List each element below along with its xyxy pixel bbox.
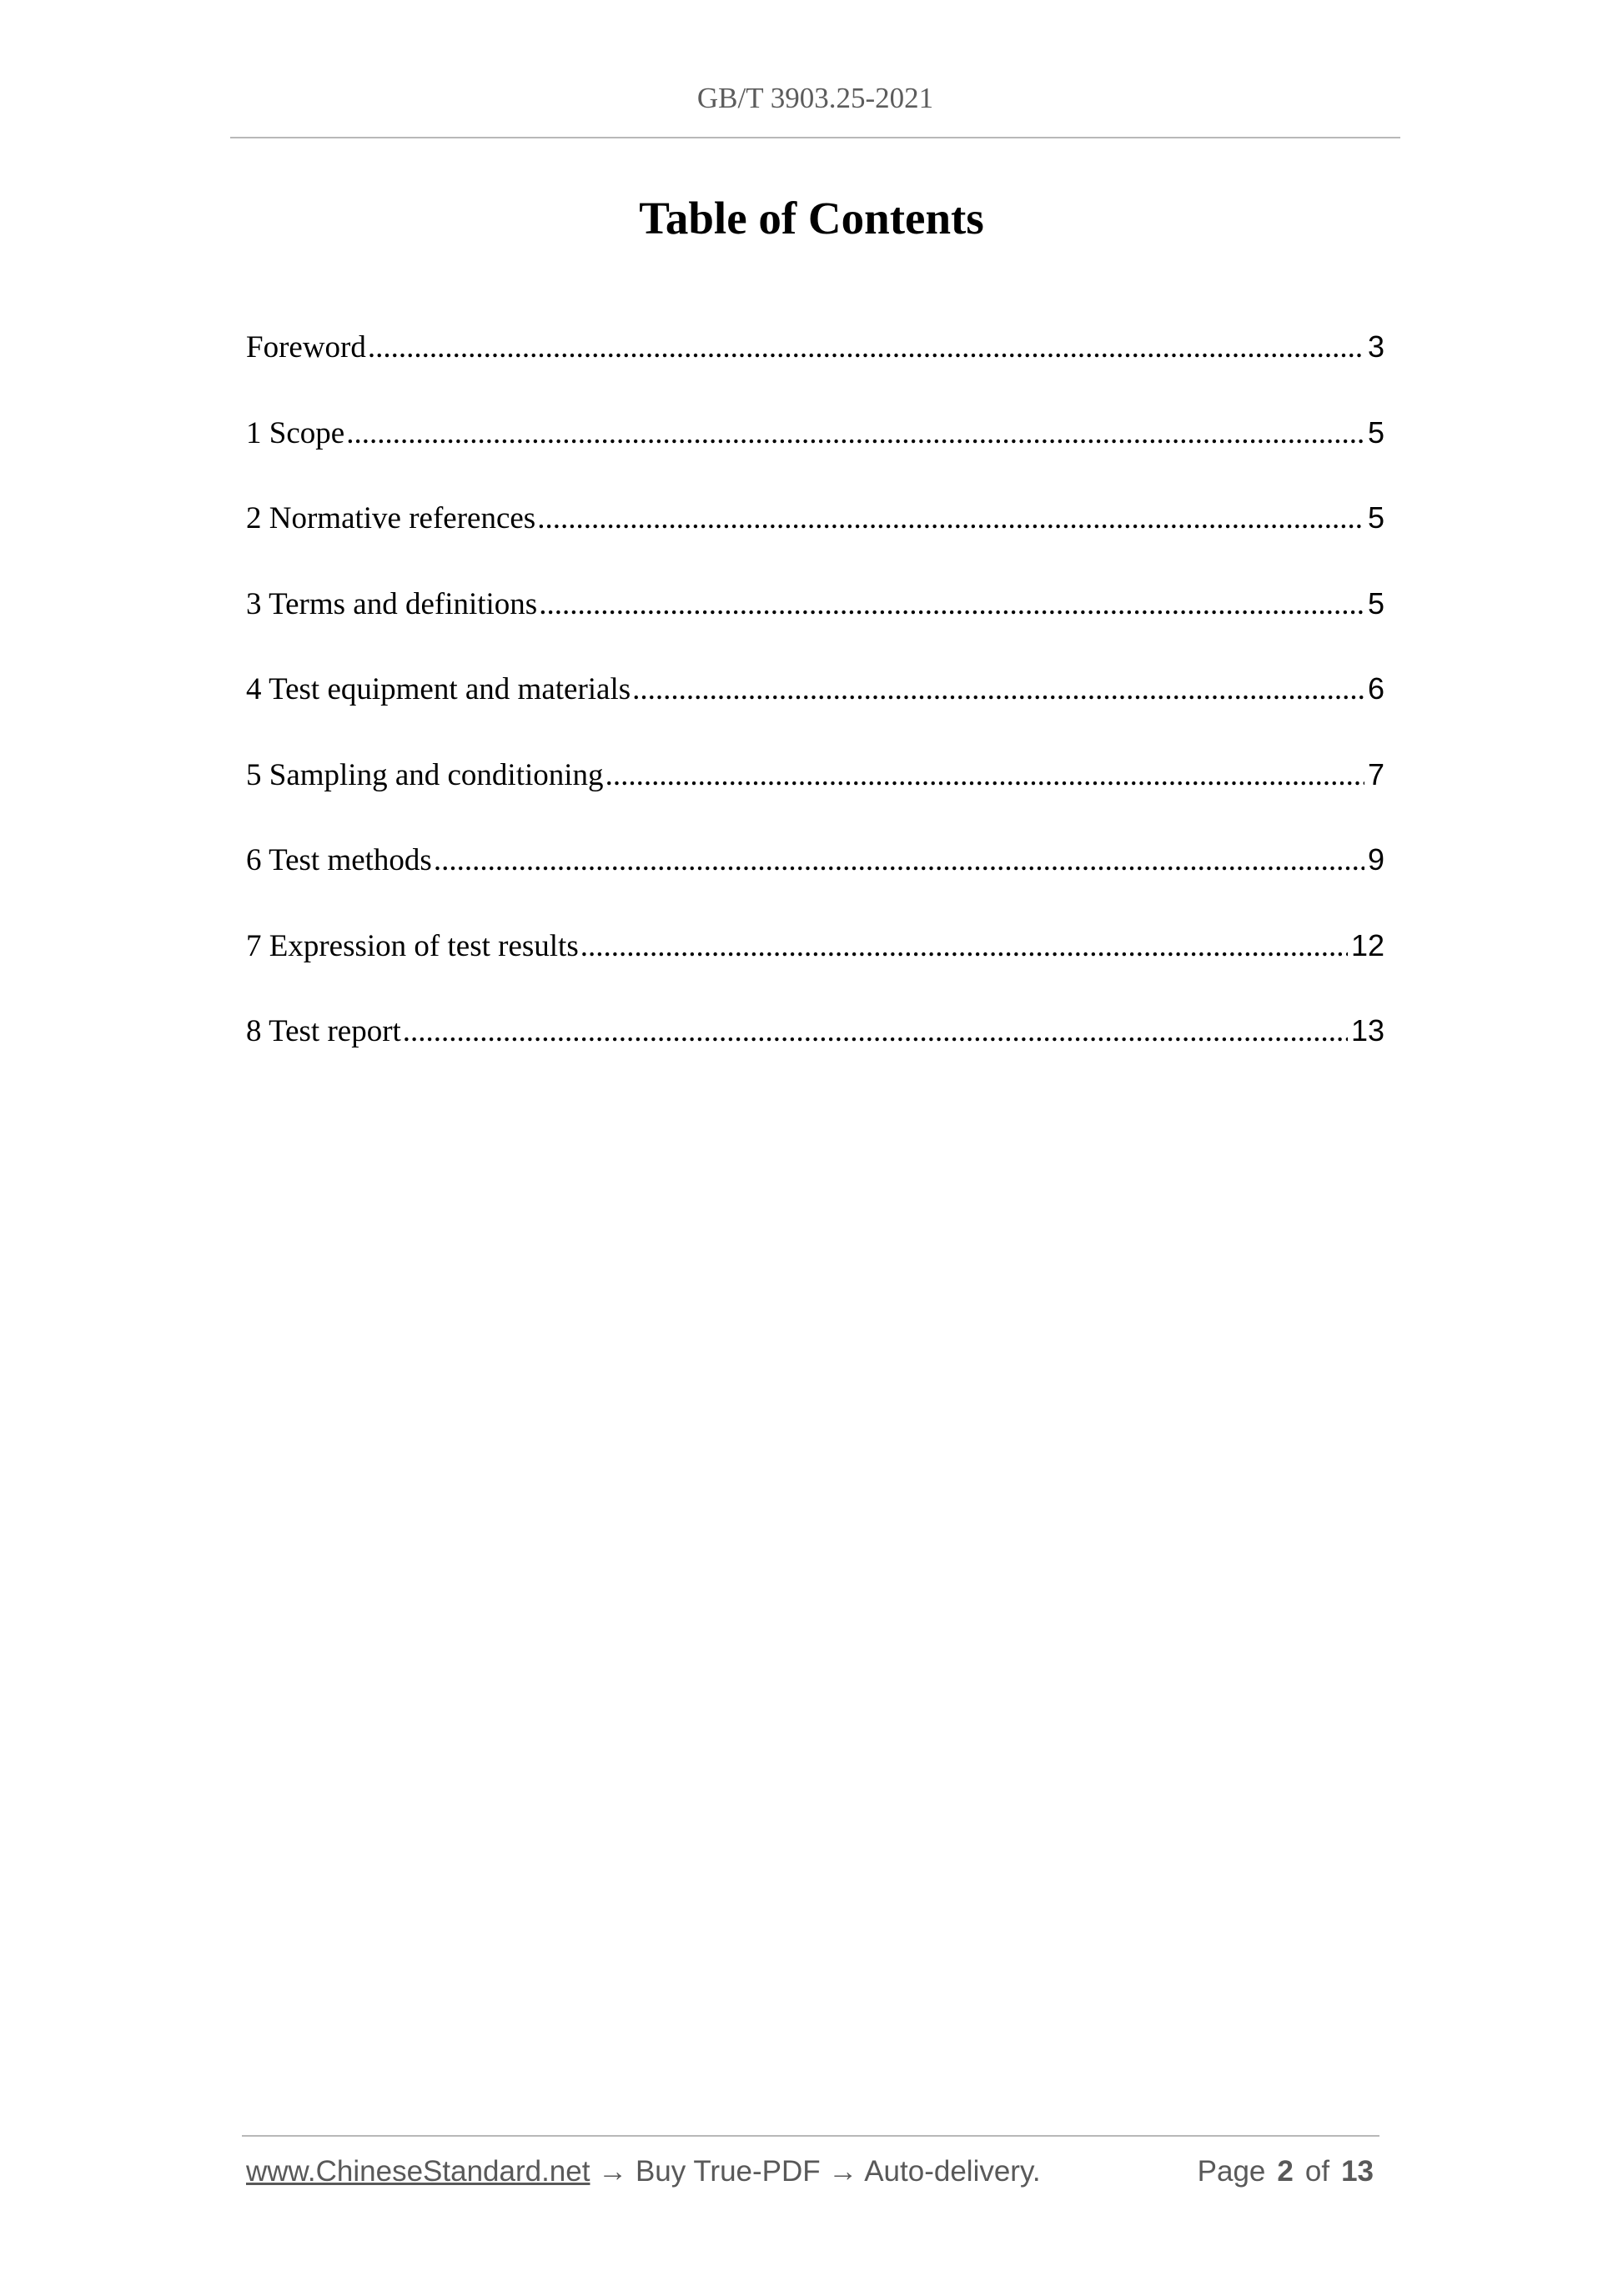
- toc-entry-label: 3 Terms and definitions: [246, 586, 538, 621]
- toc-entry-page: 7: [1367, 756, 1384, 791]
- toc-entry-foreword[interactable]: [246, 314, 1384, 399]
- buy-text: Buy True-PDF: [635, 2155, 821, 2188]
- table-of-contents: [246, 314, 1384, 1083]
- toc-entry-scope[interactable]: [246, 399, 1384, 485]
- toc-entry-label: 1 Scope: [246, 415, 345, 450]
- toc-entry-label: 2 Normative references: [246, 501, 536, 535]
- of-word: of: [1304, 2155, 1330, 2188]
- toc-entry-page: 6: [1367, 671, 1384, 706]
- toc-entry-test-methods[interactable]: [246, 826, 1384, 912]
- toc-entry-page: 13: [1350, 1013, 1384, 1048]
- toc-entry-label: Foreword: [246, 330, 366, 364]
- toc-entry-terms-and-definitions[interactable]: [246, 570, 1384, 656]
- toc-entry-page: 5: [1367, 414, 1384, 450]
- toc-dot-leader: [434, 827, 1364, 894]
- toc-dot-leader: [605, 742, 1364, 809]
- toc-entry-page: 5: [1367, 500, 1384, 535]
- toc-entry-test-report[interactable]: [246, 997, 1384, 1083]
- toc-entry-label: 4 Test equipment and materials: [246, 672, 631, 706]
- footer-promo: [246, 2155, 1041, 2188]
- toc-entry-page: 3: [1367, 329, 1384, 364]
- page-title: Table of Contents: [639, 193, 984, 244]
- toc-dot-leader: [580, 913, 1348, 980]
- website-link[interactable]: www.ChineseStandard.net: [246, 2155, 590, 2188]
- page-footer: [242, 2135, 1379, 2202]
- toc-dot-leader: [346, 400, 1364, 467]
- delivery-text: Auto-delivery.: [864, 2155, 1041, 2188]
- page-header: [230, 75, 1400, 138]
- toc-entry-expression-of-results[interactable]: [246, 912, 1384, 998]
- total-page-number: 13: [1341, 2155, 1374, 2188]
- toc-dot-leader: [368, 314, 1364, 381]
- toc-entry-page: 9: [1367, 842, 1384, 877]
- toc-entry-sampling[interactable]: [246, 741, 1384, 827]
- toc-dot-leader: [403, 998, 1348, 1065]
- arrow-icon: →: [828, 2155, 858, 2188]
- toc-entry-label: 6 Test methods: [246, 843, 432, 877]
- toc-entry-page: 5: [1367, 585, 1384, 620]
- arrow-icon: →: [598, 2155, 628, 2188]
- toc-entry-page: 12: [1350, 927, 1384, 962]
- toc-entry-label: 5 Sampling and conditioning: [246, 757, 604, 792]
- page-number: [1198, 2155, 1374, 2188]
- standard-code: GB/T 3903.25-2021: [696, 82, 934, 114]
- toc-dot-leader: [537, 485, 1364, 552]
- toc-entry-normative-references[interactable]: [246, 485, 1384, 570]
- current-page-number: 2: [1277, 2155, 1294, 2188]
- toc-entry-test-equipment[interactable]: [246, 656, 1384, 741]
- toc-entry-label: 8 Test report: [246, 1014, 401, 1048]
- page-word: Page: [1197, 2155, 1266, 2188]
- toc-dot-leader: [539, 571, 1364, 638]
- toc-dot-leader: [632, 656, 1364, 723]
- toc-entry-label: 7 Expression of test results: [246, 928, 579, 963]
